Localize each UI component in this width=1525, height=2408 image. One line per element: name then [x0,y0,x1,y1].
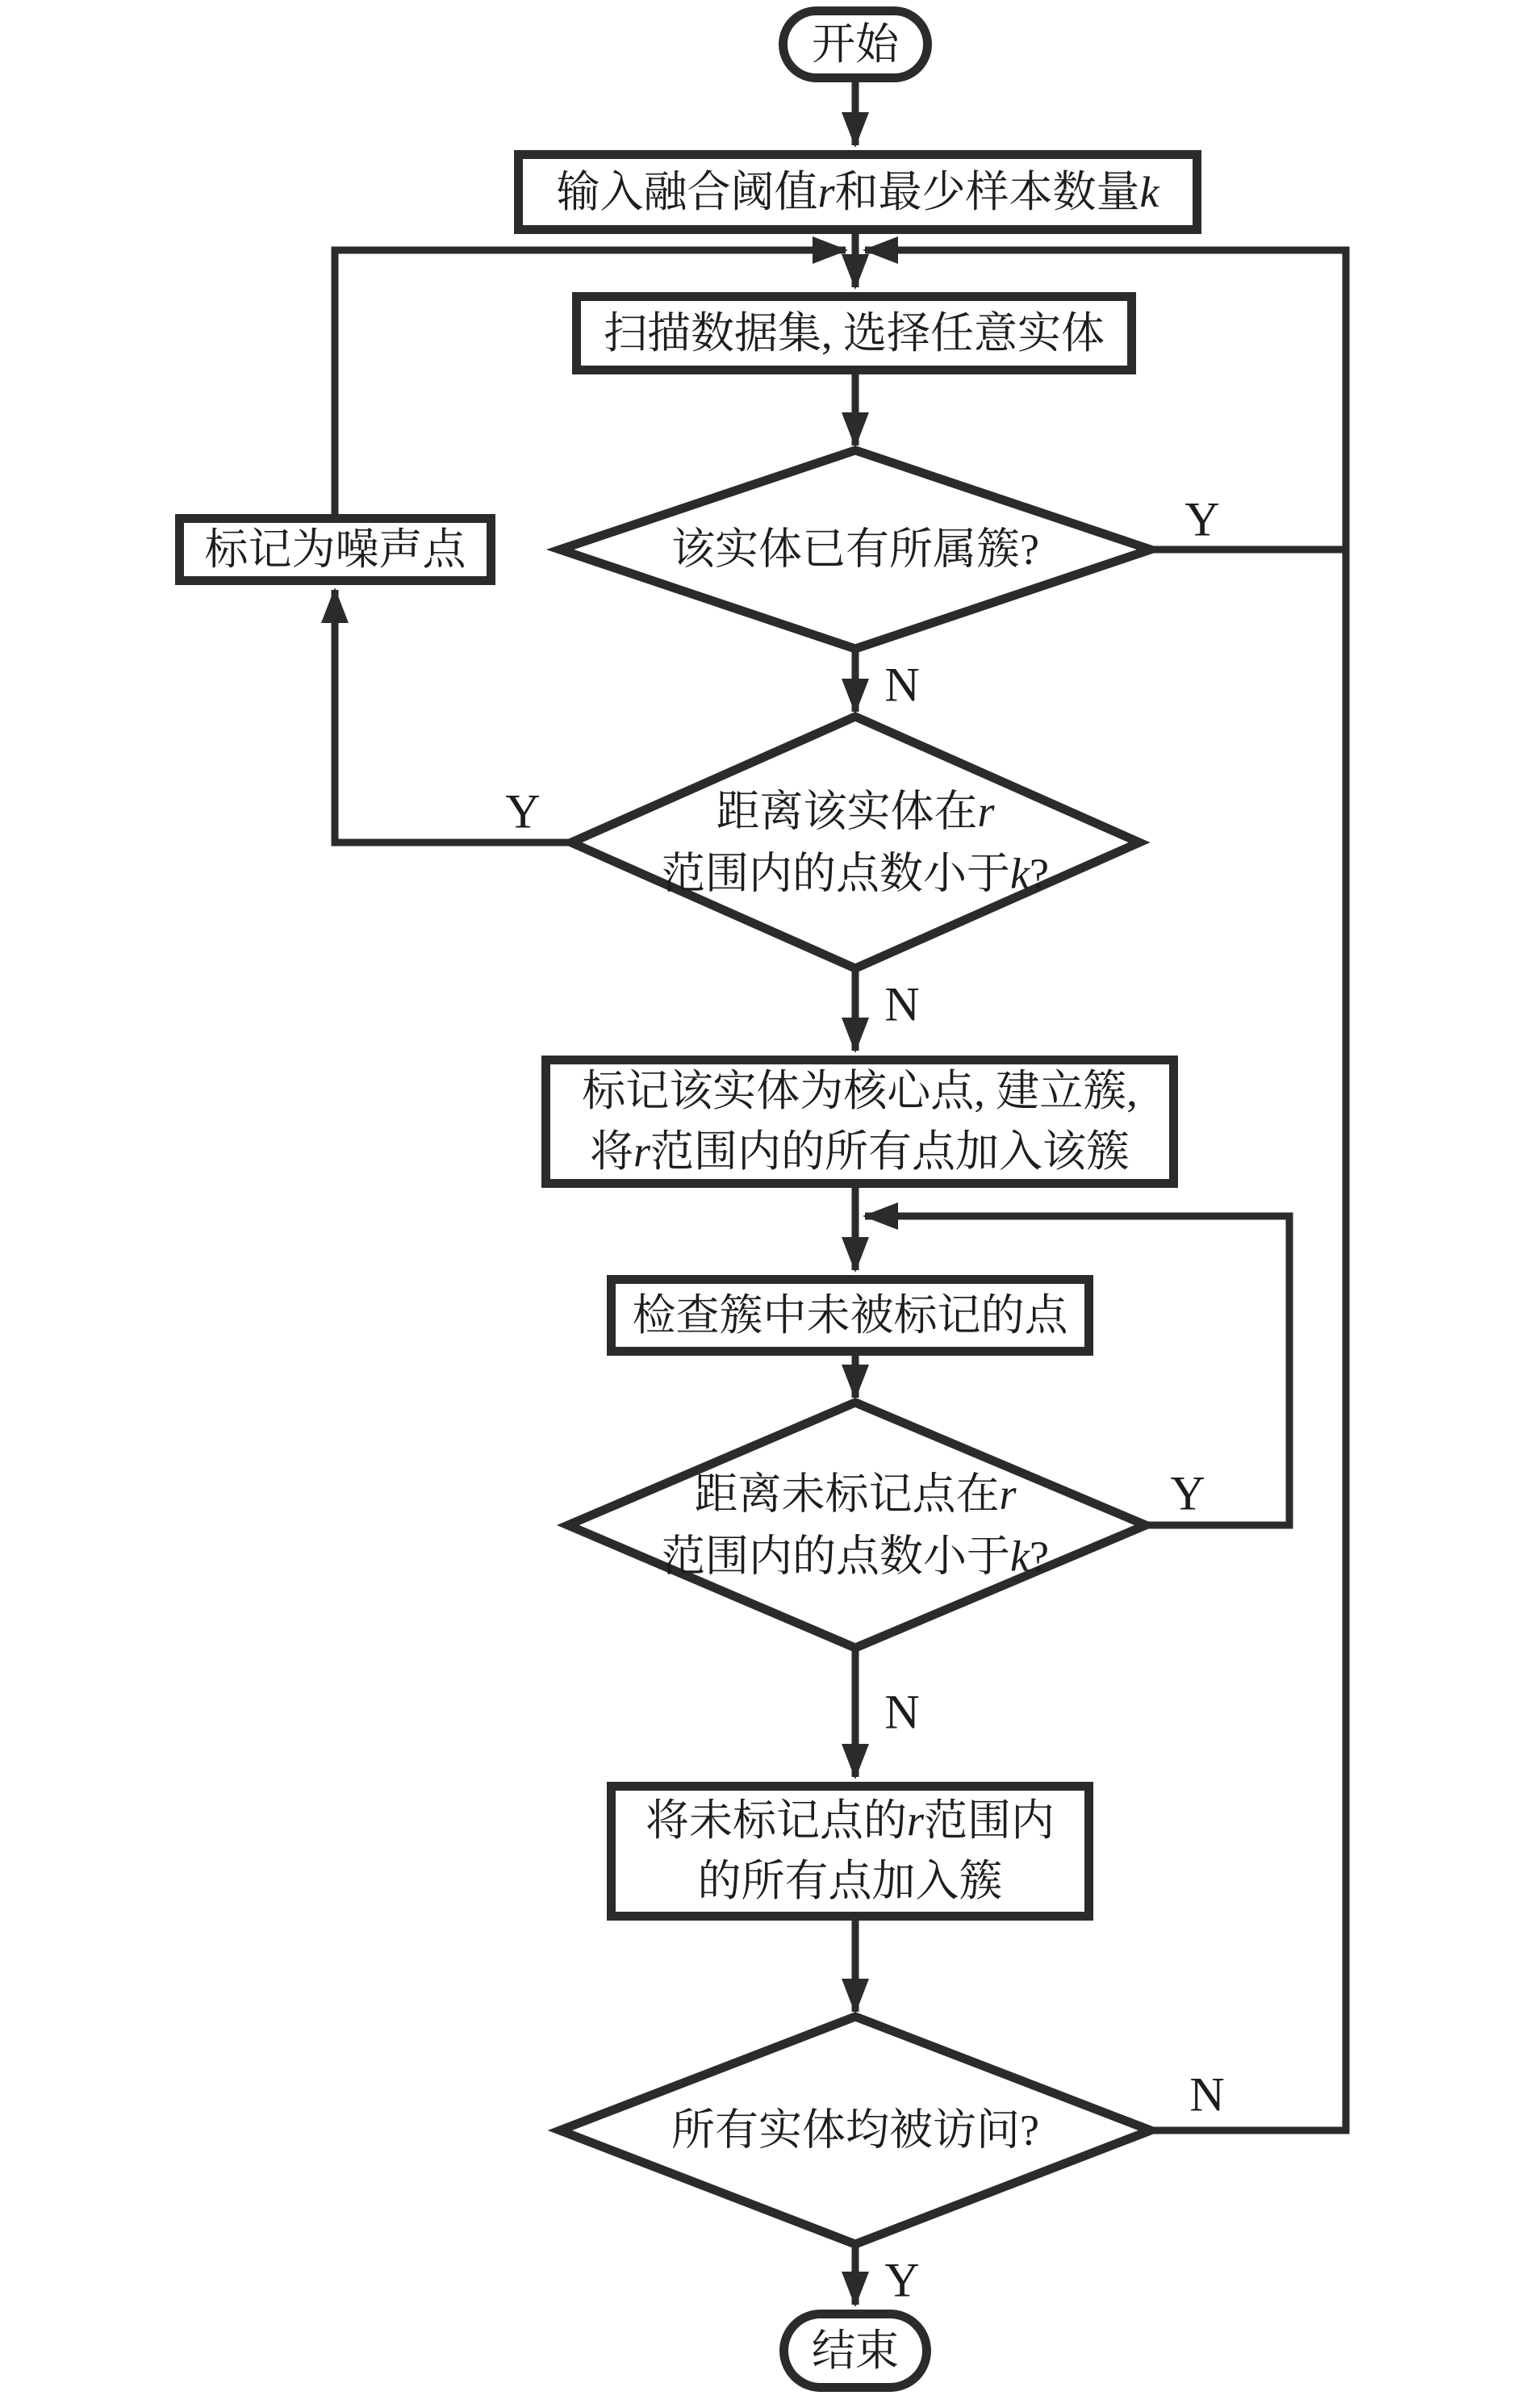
var-r: r [906,1796,924,1846]
d3-no-label: N [884,1685,920,1739]
has-cluster-decision-text: 该实体已有所属簇? [671,525,1039,574]
var-k: k [1010,849,1030,897]
add-points-text-line1: 将未标记点的r范围内 [645,1796,1055,1846]
var-k: k [1139,167,1159,216]
d1-no-label: N [884,658,920,712]
check-unmarked-box [607,1275,1093,1356]
add-points-text-line2: 的所有点加入簇 [697,1857,1003,1905]
neighbor-count-decision-text: 距离该实体在r 范围内的点数小于k? [662,787,1049,897]
noise-point-text: 标记为噪声点 [204,525,466,574]
unmarked-neighbor-decision-text: 距离未标记点在r 范围内的点数小于k? [662,1469,1049,1580]
input-parameters-box [514,150,1201,234]
d1-yes-label: Y [1184,492,1220,546]
input-parameters-text: 输入融合阈值r和最少样本数量k [556,167,1159,216]
scan-dataset-box [572,292,1136,374]
add-points-box [607,1782,1093,1921]
d2-yes-label: Y [505,784,541,838]
var-k: k [1010,1532,1030,1580]
noise-point-box [175,514,495,585]
d3-yes-label: Y [1170,1466,1205,1520]
var-r: r [633,1127,650,1176]
end-terminal [779,2310,931,2392]
check-unmarked-text: 检查簇中未被标记的点 [632,1290,1068,1340]
start-terminal [779,6,932,82]
core-point-text-line1: 标记该实体为核心点, 建立簇, [582,1067,1138,1116]
d4-no-label: N [1189,2067,1225,2122]
d2-no-label: N [884,977,920,1031]
core-point-text-line2: 将r范围内的所有点加入该簇 [589,1127,1130,1176]
var-r: r [999,1469,1017,1519]
scan-dataset-text: 扫描数据集, 选择任意实体 [604,308,1105,357]
start-label: 开始 [812,19,899,69]
var-r: r [977,787,995,836]
d4-yes-label: Y [884,2253,920,2307]
end-label: 结束 [812,2326,899,2375]
core-point-box [541,1056,1178,1188]
var-r: r [817,167,835,216]
all-visited-decision-text: 所有实体均被访问? [671,2105,1039,2155]
